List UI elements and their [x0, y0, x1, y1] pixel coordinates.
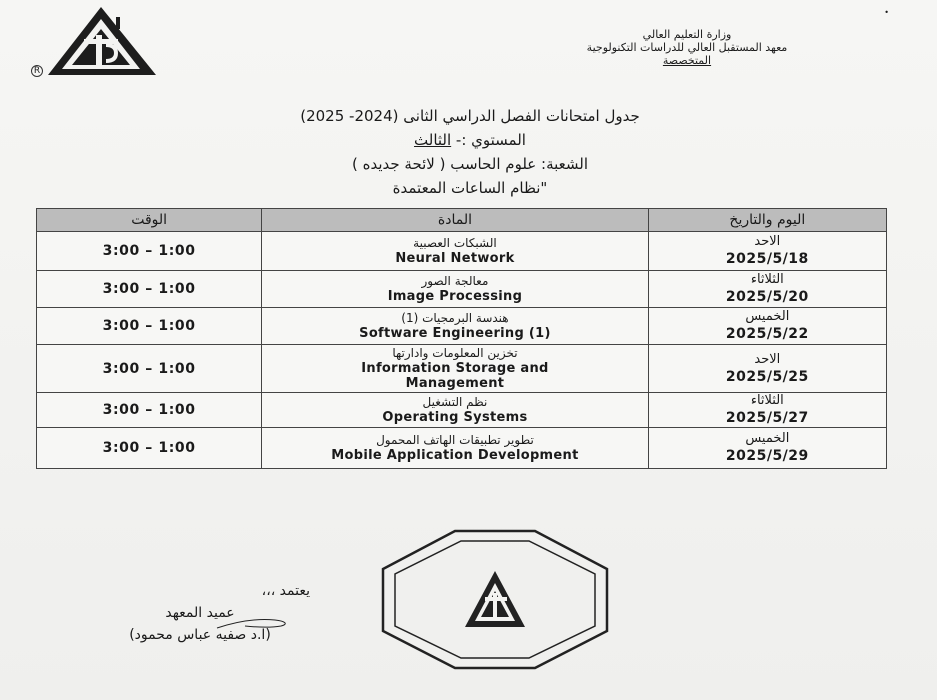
time-cell — [37, 428, 262, 469]
day-name: الاحد — [754, 351, 781, 367]
table-header-row — [37, 209, 887, 232]
exam-time: 3:00 – 1:00 — [102, 243, 196, 259]
subject-english: Operating Systems — [382, 410, 528, 425]
exam-date: 2025/5/20 — [725, 289, 809, 305]
subject-english: Mobile Application Development — [331, 448, 579, 463]
subject-english: Information Storage and Management — [361, 361, 549, 391]
day-name: الخميس — [745, 309, 790, 324]
exam-date: 2025/5/27 — [725, 410, 809, 426]
header-time: الوقت — [37, 209, 262, 232]
exam-time: 3:00 – 1:00 — [102, 402, 196, 418]
institute-logo-icon — [44, 5, 159, 77]
time-cell — [37, 345, 262, 393]
exam-date: 2025/5/18 — [725, 251, 809, 267]
subject-arabic: تطوير تطبيقات الهاتف المحمول — [376, 433, 534, 447]
subject-arabic: تخزين المعلومات وادارتها — [392, 346, 518, 360]
table-row — [37, 345, 887, 393]
subject-cell — [262, 308, 648, 345]
system-line: "نظام الساعات المعتمدة — [392, 179, 548, 197]
ministry-header — [522, 28, 852, 67]
day-date-cell — [648, 345, 886, 393]
day-name: الاحد — [754, 234, 781, 249]
institute-name: معهد المستقبل العالي للدراسات التكنولوجية — [586, 41, 788, 54]
exam-date: 2025/5/29 — [725, 448, 809, 464]
subject-arabic: معالجة الصور — [421, 274, 489, 288]
exam-time: 3:00 – 1:00 — [102, 440, 196, 456]
table-row — [37, 428, 887, 469]
day-date-cell — [648, 393, 886, 428]
time-cell — [37, 393, 262, 428]
exam-date: 2025/5/22 — [725, 326, 809, 342]
subject-english: Image Processing — [387, 289, 523, 304]
time-cell — [37, 308, 262, 345]
ministry-name: وزارة التعليم العالي — [642, 28, 732, 41]
level-label: المستوي :- — [451, 131, 526, 149]
division-line: الشعبة: علوم الحاسب ( لائحة جديده ) — [351, 155, 589, 173]
signature-block — [70, 580, 330, 646]
dean-role: عميد المعهد — [165, 605, 235, 621]
time-cell — [37, 232, 262, 271]
exam-time: 3:00 – 1:00 — [102, 281, 196, 297]
subject-arabic: نظم التشغيل — [422, 395, 488, 409]
subject-arabic: هندسة البرمجيات (1) — [401, 311, 509, 325]
day-name: الثلاثاء — [750, 272, 784, 287]
dot-mark: • — [884, 8, 889, 17]
day-date-cell — [648, 232, 886, 271]
level-line — [180, 128, 760, 152]
subject-cell — [262, 232, 648, 271]
day-name: الثلاثاء — [750, 393, 784, 408]
level-value: الثالث — [414, 131, 452, 149]
subject-cell — [262, 428, 648, 469]
day-date-cell — [648, 271, 886, 308]
header-subject: المادة — [262, 209, 648, 232]
subject-english: Software Engineering (1) — [359, 326, 551, 341]
handwritten-signature-icon — [215, 614, 295, 632]
header-day-date: اليوم والتاريخ — [648, 209, 886, 232]
subject-english: Neural Network — [395, 251, 515, 266]
day-name: الخميس — [745, 431, 790, 446]
subject-arabic: الشبكات العصبية — [413, 236, 497, 250]
subject-cell — [262, 393, 648, 428]
table-row — [37, 271, 887, 308]
institute-name-suffix: المتخصصة — [662, 54, 712, 67]
registered-mark: R — [31, 65, 43, 77]
table-row — [37, 308, 887, 345]
day-date-cell — [648, 308, 886, 345]
dean-name: (ا.د صفيه عباس محمود) — [129, 627, 271, 643]
exam-time: 3:00 – 1:00 — [102, 360, 196, 377]
table-row — [37, 393, 887, 428]
day-date-cell — [648, 428, 886, 469]
time-cell — [37, 271, 262, 308]
schedule-titles — [180, 104, 760, 200]
schedule-title: جدول امتحانات الفصل الدراسي الثانى (2024- 2025) — [300, 107, 640, 125]
exam-schedule-table — [36, 208, 887, 469]
approval-text: يعتمد ،،، — [261, 583, 310, 599]
table-row — [37, 232, 887, 271]
subject-cell — [262, 345, 648, 393]
exam-date: 2025/5/25 — [725, 368, 809, 385]
official-stamp-icon — [375, 527, 615, 672]
subject-cell — [262, 271, 648, 308]
exam-time: 3:00 – 1:00 — [102, 318, 196, 334]
